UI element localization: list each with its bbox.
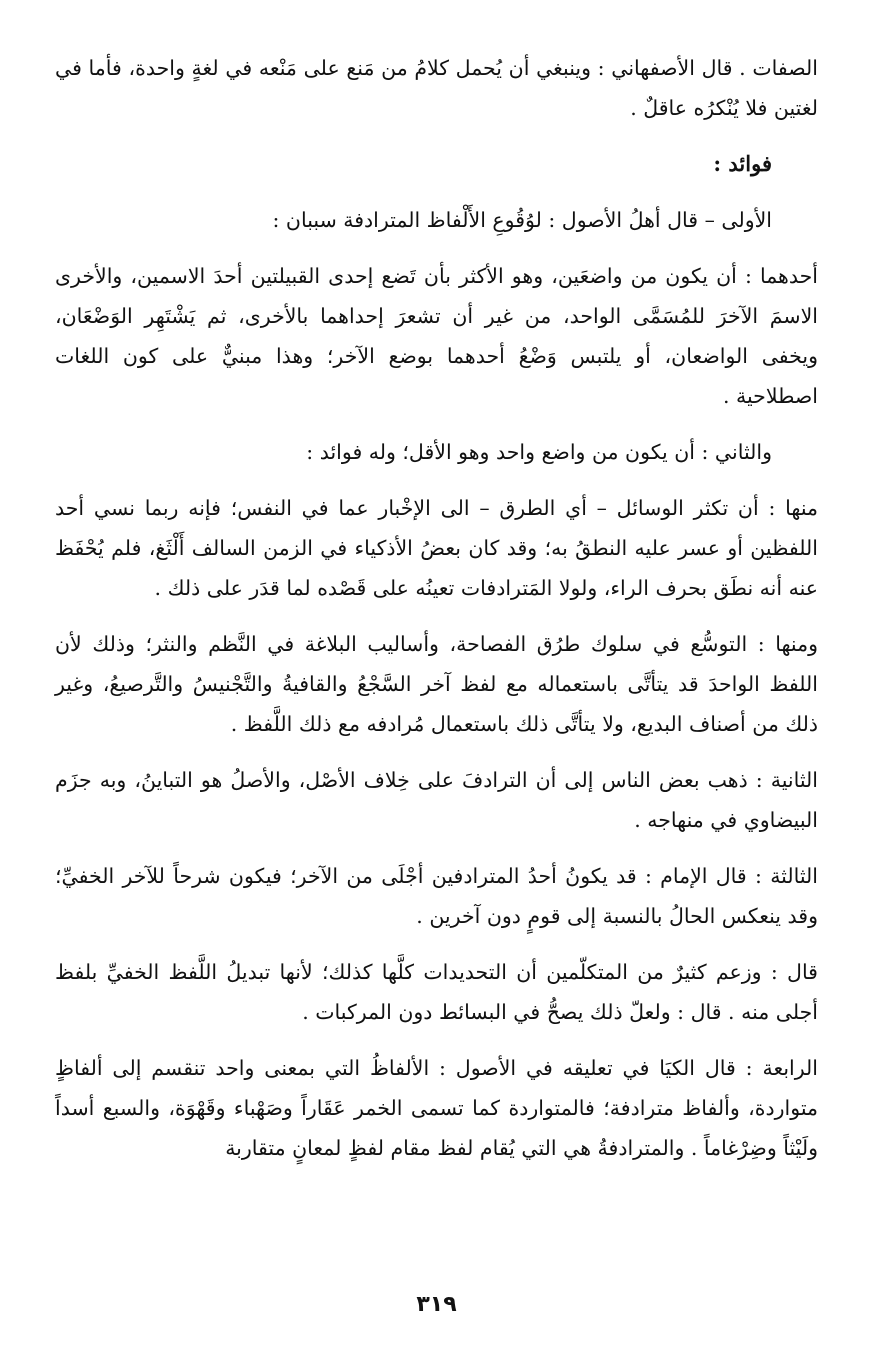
paragraph-benefit-eloquence: ومنها : التوسُّع في سلوك طرُق الفصاحة، وأساليب البلاغة في النَّظم والنثر؛ وذلك لأن اللفظ الواحدَ قد يتأتَّى باستعماله مع لفظ آخر السَّجْعُ والقافيةُ والتَّجْنيسُ والتَّرصيعُ، وغير ذلك من أصناف البديع، ولا يتأتَّى ذلك باستعمال مُرادفه مع ذلك اللَّفظ . [55,632,818,736]
paragraph-theologians: قال : وزعم كثيرٌ من المتكلّمين أن التحديدات كلَّها كذلك؛ لأنها تبديلُ اللَّفظ الخفيِّ بلفظ أجلى منه . قال : ولعلّ ذلك يصحُّ في البسائط دون المركبات . [55,960,818,1024]
paragraph-first-cause: أحدهما : أن يكون من واضعَين، وهو الأكثر بأن تَضع إحدى القبيلتين أحدَ الاسمين، والأخرى الاسمَ الآخرَ للمُسَمَّى الواحد، من غير أن تشعرَ إحداهما بالأخرى، ثم يَشْتَهِر الوَضْعَان، ويخفى الواضعان، أو يلتبس وَضْعُ أحدهما بوضع الآخر؛ وهذا مبنيٌّ على كون اللغات اصطلاحية . [55,264,818,408]
paragraph-benefit-means: منها : أن تكثر الوسائل – أي الطرق – الى الإخْبار عما في النفس؛ فإنه ربما نسي أحد اللفظين أو عسر عليه النطقُ به؛ وقد كان بعضُ الأذكياء في الزمن السالف أَلْثَغ، فلم يُحْفَظ عنه أنه نطَق بحرف الراء، ولولا المَترادفات تعينُه على قَصْده لما قدَر على ذلك . [55,496,818,600]
paragraph-second-cause: والثاني : أن يكون من واضع واحد وهو الأقل؛ وله فوائد : [306,440,772,464]
page-number: ٣١٩ [416,1292,457,1317]
section-heading: فوائد : [713,151,772,176]
page-text-block [55,48,818,1184]
paragraph-continuation: الصفات . قال الأصفهاني : وينبغي أن يُحمل كلامُ من مَنع على مَنْعه في لغةٍ واحدة، فأما في لغتين فلا يُنْكرُه عاقلٌ . [55,56,818,120]
paragraph-second-benefit: الثانية : ذهب بعض الناس إلى أن الترادفَ على خِلاف الأصْل، والأصلُ هو التباينُ، وبه جزَم البيضاوي في منهاجه . [55,768,818,832]
paragraph-third-benefit: الثالثة : قال الإمام : قد يكونُ أحدُ المترادفين أجْلَى من الآخر؛ فيكون شرحاً للآخر الخفيِّ؛ وقد ينعكس الحالُ بالنسبة إلى قومٍ دون آخرين . [55,864,818,928]
paragraph-fourth-benefit: الرابعة : قال الكيَا في تعليقه في الأصول : الألفاظُ التي بمعنى واحد تنقسم إلى ألفاظٍ متواردة، وألفاظ مترادفة؛ فالمتواردة كما تسمى الخمر عَقَاراً وصَهْباء وقَهْوَة، والسبع أسداً ولَيْثاً وضِرْغاماً . والمترادفةُ هي التي يُقام لفظ مقام لفظٍ لمعانٍ متقاربة [55,1056,818,1160]
paragraph-first-benefit: الأولى – قال أهلُ الأصول : لوُقُوعِ الأَلْفاظ المترادفة سببان : [272,208,772,232]
